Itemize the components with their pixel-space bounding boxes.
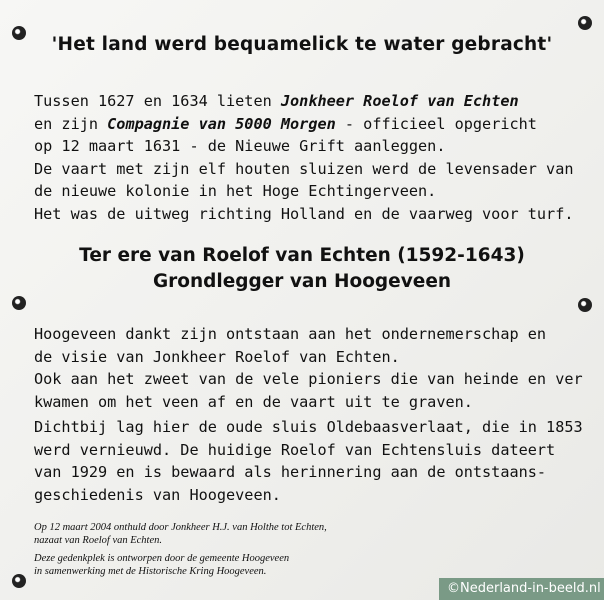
text-line: Het was de uitweg richting Holland en de vaarweg voor turf. [34,204,574,223]
text-line: nazaat van Roelof van Echten. [34,534,163,546]
paragraph-history [34,90,573,225]
footer-unveiling [34,522,327,547]
paragraph-sluice [34,416,583,506]
text-line: op 12 maart 1631 - de Nieuwe Grift aanleggen. [34,137,446,155]
text-line: werd vernieuwd. De huidige Roelof van Echtensluis dateert [34,440,556,459]
screw-icon [12,296,26,310]
text-line: de nieuwe kolonie in het Hoge Echtingerveen. [34,182,437,200]
text-segment: - officieel opgericht [335,114,537,133]
screw-icon [578,16,592,30]
heading-line: Ter ere van Roelof van Echten (1592-1643) [79,245,525,266]
watermark-label: ©Nederland-in-beeld.nl [439,578,604,600]
text-line [34,90,573,113]
text-line: Dichtbij lag hier de oude sluis Oldebaasverlaat, die in 1853 [34,418,583,436]
text-line: Hoogeveen dankt zijn ontstaan aan het ondernemerschap en [34,325,547,343]
text-segment: en zijn [34,114,108,133]
text-line: geschiedenis van Hoogeveen. [34,485,281,504]
text-line: kwamen om het veen af en de vaart uit te graven. [34,392,473,411]
text-line [34,113,573,136]
text-line: De vaart met zijn elf houten sluizen werd de levensader van [34,159,574,178]
tribute-heading [0,243,604,295]
footer-credits [34,553,289,578]
screw-icon [12,574,26,588]
text-segment: Tussen 1627 en 1634 lieten [34,92,281,110]
screw-icon [578,298,592,312]
text-line: Deze gedenkplek is ontworpen door de gemeente Hoogeveen [34,553,290,564]
text-line: in samenwerking met de Historische Kring Hoogeveen. [34,565,267,577]
text-line: Op 12 maart 2004 onthuld door Jonkheer H.J. van Holthe tot Echten, [34,522,327,533]
emphasis-company: Compagnie van 5000 Morgen [107,114,336,133]
heading-line: Grondlegger van Hoogeveen [152,271,452,292]
emphasis-name: Jonkheer Roelof van Echten [280,92,519,110]
text-line: de visie van Jonkheer Roelof van Echten. [34,347,400,366]
text-line: Ook aan het zweet van de vele pioniers die van heinde en ver [34,370,583,388]
text-line: van 1929 en is bewaard als herinnering aan de ontstaans- [34,463,547,481]
paragraph-origin [34,323,583,413]
plaque-title: 'Het land werd bequamelick te water gebracht' [51,34,553,55]
